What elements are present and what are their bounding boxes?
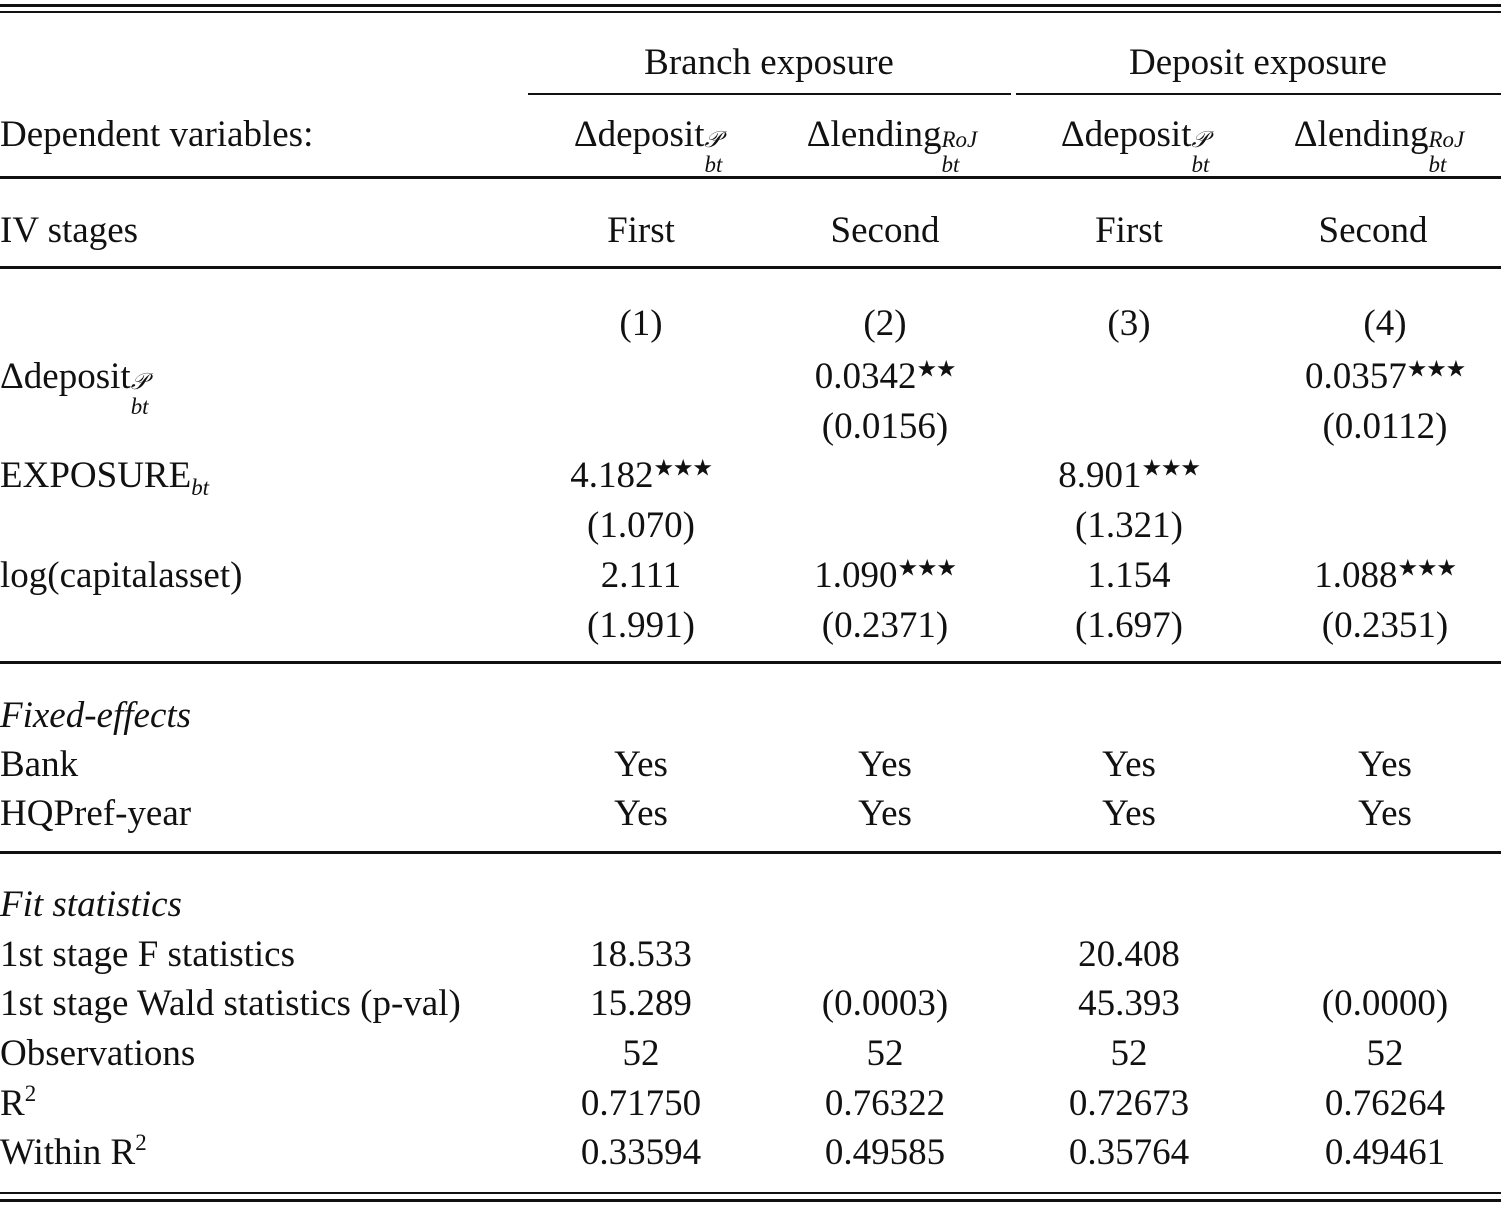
iv-stage-col3: First — [1095, 210, 1163, 251]
coef-se: (0.2371) — [821, 605, 949, 646]
coef-estimate — [601, 557, 682, 594]
fe-value: Yes — [1102, 793, 1156, 834]
coef-se: (1.321) — [1075, 505, 1183, 546]
coef-label-base: Δdeposit — [0, 356, 131, 397]
cmidrule-branch — [528, 93, 1011, 95]
stages-rule — [0, 266, 1501, 269]
fit-value: (0.0000) — [1321, 983, 1449, 1024]
fe-label-bank: Bank — [0, 744, 79, 785]
estimate-value: 4.182 — [570, 455, 654, 496]
coef-se: (1.070) — [587, 505, 695, 546]
fit-value: (0.0003) — [821, 983, 949, 1024]
coef-label-delta-deposit — [0, 356, 149, 420]
dep-var-sup: RoJ — [941, 126, 978, 152]
coef-estimate — [814, 557, 956, 594]
column-number-4: (4) — [1363, 303, 1407, 344]
dep-var-sup: RoJ — [1428, 126, 1465, 152]
fe-value: Yes — [1358, 744, 1412, 785]
coef-estimate — [815, 358, 956, 395]
fit-value: 0.35764 — [1068, 1132, 1190, 1173]
fit-label-first-stage-f: 1st stage F statistics — [0, 934, 295, 975]
group-header-deposit-exposure: Deposit exposure — [1129, 42, 1387, 83]
fit-label-sup: 2 — [135, 1130, 147, 1155]
coef-se: (1.991) — [587, 605, 695, 646]
group-header-branch-exposure: Branch exposure — [644, 42, 894, 83]
dep-var-base: Δdeposit — [573, 114, 705, 155]
fit-value: 52 — [866, 1033, 904, 1074]
estimate-value: 0.0342 — [814, 356, 917, 397]
top-rule-inner — [0, 11, 1501, 13]
dep-var-base: Δdeposit — [1060, 114, 1192, 155]
iv-stages-label: IV stages — [0, 210, 139, 251]
fit-value: 52 — [1366, 1033, 1404, 1074]
coef-bottom-rule — [0, 661, 1501, 664]
coef-se: (0.2351) — [1321, 605, 1449, 646]
dep-var-sub: bt — [1191, 152, 1210, 178]
coef-estimate — [1058, 457, 1200, 494]
fit-value: 0.72673 — [1068, 1083, 1190, 1124]
fit-value: 0.76264 — [1324, 1083, 1446, 1124]
estimate-value: 1.088 — [1314, 555, 1398, 596]
significance-stars: ★★★ — [897, 555, 956, 581]
estimate-value: 1.154 — [1087, 555, 1171, 596]
fit-value: 0.49461 — [1324, 1132, 1446, 1173]
fe-value: Yes — [1358, 793, 1412, 834]
coef-se: (0.0156) — [821, 406, 949, 447]
dep-var-sup: 𝒫 — [704, 126, 722, 152]
fit-label-r2 — [0, 1083, 36, 1122]
column-number-2: (2) — [863, 303, 907, 344]
iv-stage-col4: Second — [1318, 210, 1428, 251]
dep-var-sub: bt — [704, 152, 723, 178]
fit-label-within-r2 — [0, 1132, 147, 1171]
dep-var-col4 — [1293, 114, 1465, 178]
estimate-value: 1.090 — [814, 555, 898, 596]
dep-var-sup: 𝒫 — [1191, 126, 1209, 152]
coef-estimate — [1314, 557, 1456, 594]
fit-label-observations: Observations — [0, 1033, 196, 1074]
significance-stars: ★★★ — [1141, 455, 1200, 481]
fit-value: 0.71750 — [580, 1083, 702, 1124]
coef-se: (0.0112) — [1322, 406, 1448, 447]
fe-label-hqpref-year: HQPref-year — [0, 793, 192, 834]
fit-label-base: Within R — [0, 1131, 136, 1173]
fit-value: 45.393 — [1078, 983, 1180, 1024]
fit-value: 0.49585 — [824, 1132, 946, 1173]
iv-stage-col1: First — [607, 210, 675, 251]
coef-label-sub: bt — [130, 394, 149, 420]
dep-var-base: Δlending — [806, 114, 942, 155]
significance-stars: ★★ — [916, 356, 956, 382]
iv-stage-col2: Second — [830, 210, 940, 251]
significance-stars: ★★★ — [653, 455, 712, 481]
fit-label-first-stage-wald: 1st stage Wald statistics (p-val) — [0, 983, 461, 1024]
coef-se: (1.697) — [1075, 605, 1183, 646]
coef-label-sup: 𝒫 — [130, 368, 148, 394]
fit-value: 15.289 — [590, 983, 692, 1024]
coef-estimate — [1305, 358, 1465, 395]
dependent-variables-label: Dependent variables: — [0, 114, 314, 155]
coef-estimate — [1087, 557, 1170, 594]
bottom-rule-outer — [0, 1199, 1501, 1202]
coef-estimate — [570, 457, 712, 494]
coef-label-log-capitalasset: log(capitalasset) — [0, 555, 243, 596]
fe-bottom-rule — [0, 851, 1501, 854]
column-number-1: (1) — [619, 303, 663, 344]
column-number-3: (3) — [1107, 303, 1151, 344]
top-rule-outer — [0, 4, 1501, 7]
coef-label-exposure — [0, 457, 209, 500]
fit-value: 0.33594 — [580, 1132, 702, 1173]
fit-value: 52 — [1110, 1033, 1148, 1074]
fit-label-sup: 2 — [24, 1081, 37, 1106]
coef-label-base: EXPOSURE — [0, 455, 192, 496]
fe-value: Yes — [858, 793, 912, 834]
fe-value: Yes — [614, 744, 668, 785]
dep-var-col3 — [1060, 114, 1210, 178]
header-rule — [0, 176, 1501, 179]
fit-value: 52 — [622, 1033, 660, 1074]
significance-stars: ★★★ — [1406, 356, 1465, 382]
fe-value: Yes — [614, 793, 668, 834]
estimate-value: 8.901 — [1058, 455, 1142, 496]
dep-var-col2 — [806, 114, 978, 178]
fit-value: 18.533 — [590, 934, 692, 975]
dep-var-sub: bt — [941, 152, 960, 178]
fixed-effects-title: Fixed-effects — [0, 695, 192, 736]
coef-label-sub: bt — [191, 475, 210, 501]
fit-value: 0.76322 — [824, 1083, 946, 1124]
estimate-value: 0.0357 — [1305, 356, 1407, 397]
estimate-value: 2.111 — [600, 555, 682, 596]
fit-statistics-title: Fit statistics — [0, 884, 182, 925]
dep-var-col1 — [573, 114, 723, 178]
fit-label-base: R — [0, 1082, 25, 1124]
fe-value: Yes — [858, 744, 912, 785]
cmidrule-deposit — [1016, 93, 1501, 95]
dep-var-base: Δlending — [1293, 114, 1429, 155]
significance-stars: ★★★ — [1397, 555, 1456, 581]
fit-value: 20.408 — [1078, 934, 1180, 975]
dep-var-sub: bt — [1428, 152, 1447, 178]
fe-value: Yes — [1102, 744, 1156, 785]
bottom-rule-inner — [0, 1192, 1501, 1194]
